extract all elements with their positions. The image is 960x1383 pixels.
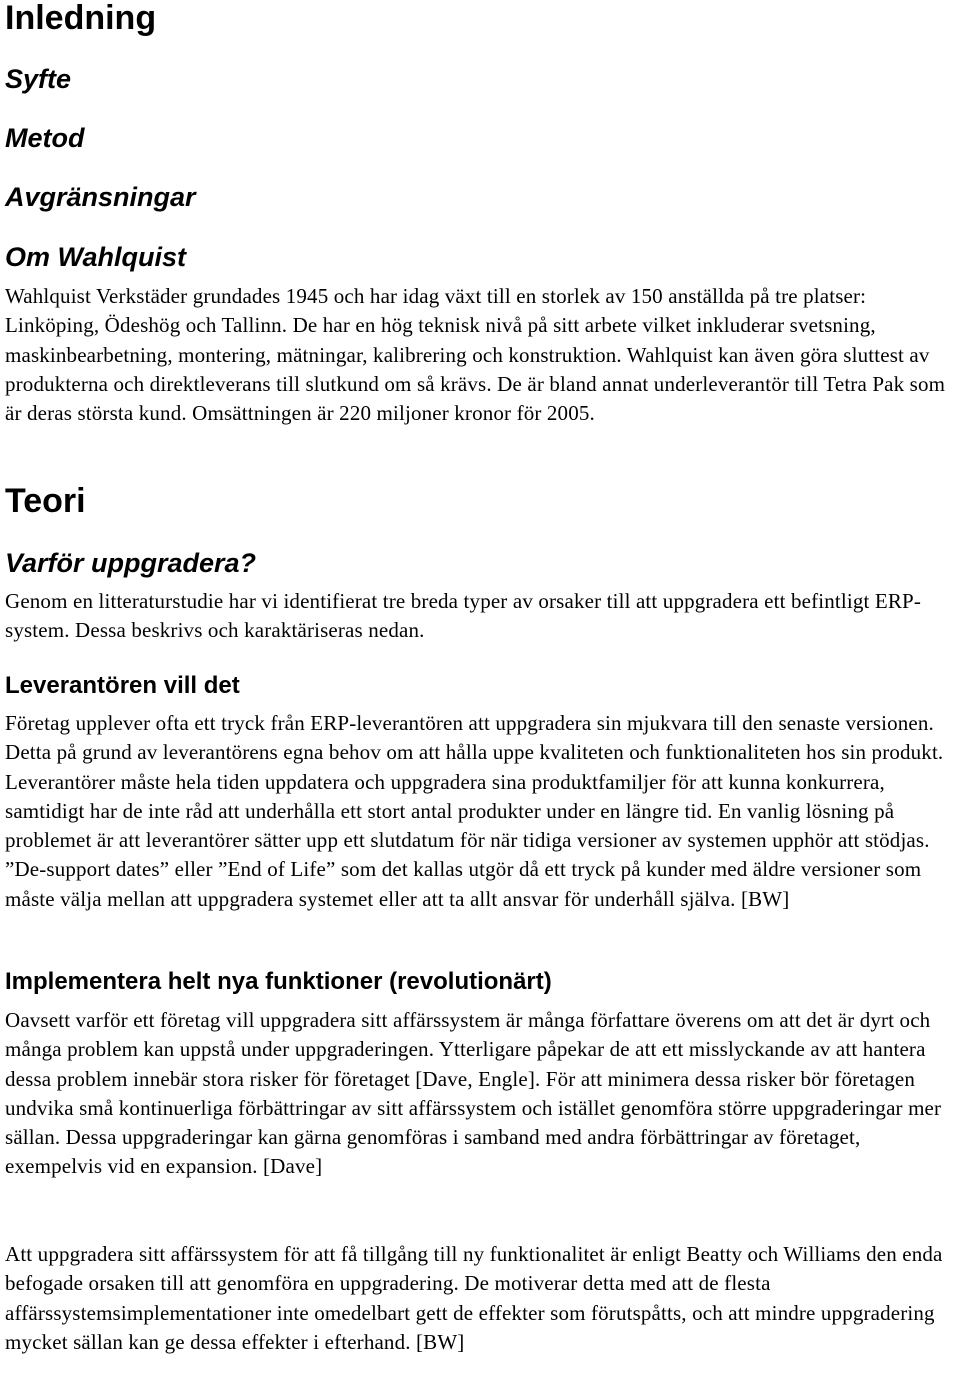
heading-inledning: Inledning	[5, 0, 157, 37]
heading-implementera-nya-funktioner: Implementera helt nya funktioner (revolutionärt)	[5, 968, 552, 995]
heading-teori: Teori	[5, 482, 86, 520]
paragraph-implementera-2: Att uppgradera sitt affärssystem för att få tillgång till ny funktionalitet är enligt Beatty och Williams den enda befogade orsaken till att genomföra en uppgradering. De motiverar detta med att de flesta affärssystemsimplementationer inte omedelbart gett de effekter som förutspåtts, och att mindre uppgradering mycket sällan kan ge dessa effekter i efterhand. [BW]	[5, 1242, 943, 1354]
heading-metod: Metod	[5, 123, 85, 153]
heading-syfte: Syfte	[5, 64, 72, 94]
paragraph-om-wahlquist: Wahlquist Verkstäder grundades 1945 och har idag växt till en storlek av 150 anställda på tre platser: Linköping, Ödeshög och Tallinn. De har en hög teknisk nivå på sitt arbete vilket inkluderar svetsning, maskinbearbetning, montering, mätningar, kalibrering och konstruktion. Wahlquist kan även göra sluttest av produkterna och direktleverans till slutkund om så krävs. De är bland annat underleverantör till Tetra Pak som är deras största kund. Omsättningen är 220 miljoner kronor för 2005.	[5, 284, 946, 426]
heading-om-wahlquist: Om Wahlquist	[5, 242, 187, 272]
heading-varfor-uppgradera: Varför uppgradera?	[5, 548, 257, 578]
heading-leverantoren-vill-det: Leverantören vill det	[5, 672, 240, 699]
paragraph-leverantoren-vill-det: Företag upplever ofta ett tryck från ERP-leverantören att uppgradera sin mjukvara till den senaste versionen. Detta på grund av leverantörens egna behov om att hålla uppe kvaliteten och funktionaliteten hos sin produkt. Leverantörer måste hela tiden uppdatera och uppgradera sina produktfamiljer för att kunna konkurrera, samtidigt har de inte råd att underhålla ett stort antal produkter under en längre tid. En vanlig lösning på problemet är att leverantörer sätter upp ett slutdatum för när tidiga versioner av systemen upphör att stödjas. ”De-support dates” eller ”End of Life” som det kallas utgör då ett tryck på kunder med äldre versioner som måste välja mellan att uppgradera systemet eller att ta allt ansvar för underhåll själva. [BW]	[5, 711, 944, 911]
paragraph-implementera-1: Oavsett varför ett företag vill uppgradera sitt affärssystem är många författare överens om att det är dyrt och många problem kan uppstå under uppgraderingen. Ytterligare påpekar de att ett misslyckande av att hantera dessa problem innebär stora risker för företaget [Dave, Engle]. För att minimera dessa risker bör företagen undvika små kontinuerliga förbättringar av sitt affärssystem och istället genomföra större uppgraderingar mer sällan. Dessa uppgraderingar kan gärna genomföras i samband med andra förbättringar av företaget, exempelvis vid en expansion. [Dave]	[5, 1008, 942, 1179]
paragraph-varfor-uppgradera: Genom en litteraturstudie har vi identifierat tre breda typer av orsaker till att uppgradera ett befintligt ERP-system. Dessa beskrivs och karaktäriseras nedan.	[5, 589, 921, 643]
heading-avgransningar: Avgränsningar	[5, 182, 196, 212]
